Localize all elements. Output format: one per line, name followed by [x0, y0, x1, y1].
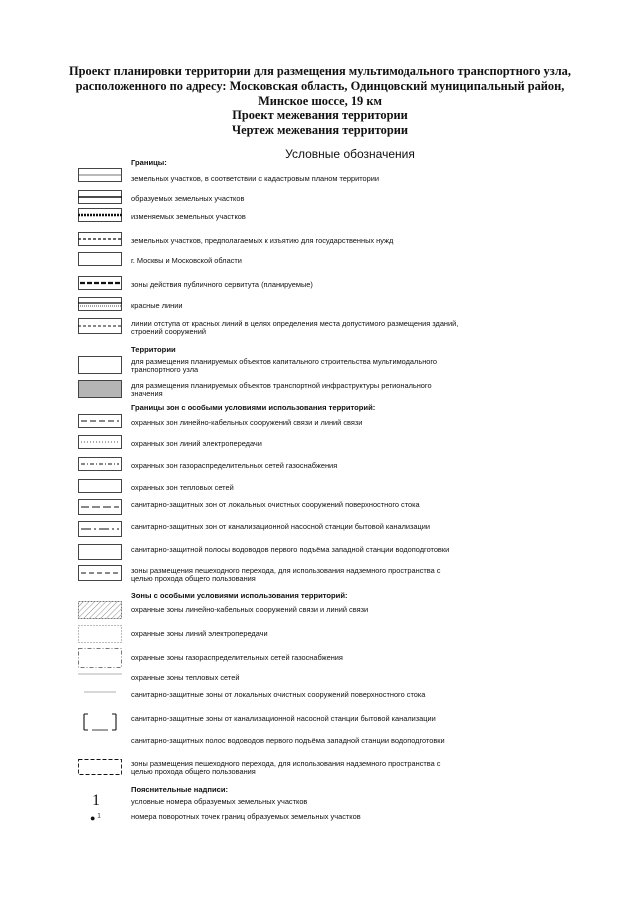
title-line-2: расположенного по адресу: Московская область, Одинцовский муниципальный район, — [75, 78, 565, 93]
swatch-mmtu-territory — [78, 356, 122, 374]
legend-label: зоны действия публичного сервитута (планируемые) — [131, 280, 313, 289]
swatch-z-water — [78, 736, 122, 750]
legend-label: номера поворотных точек границ образуемых земельных участков — [131, 812, 361, 821]
legend-label: земельных участков, предполагаемых к изъятию для государственных нужд — [131, 236, 394, 245]
swatch-setback — [78, 318, 122, 330]
legend-label: охранных зон линий электропередачи — [131, 439, 262, 448]
legend-title: Условные обозначения — [285, 147, 415, 161]
title-line-5: Чертеж межевания территории — [231, 123, 408, 138]
swatch-regional-transport — [78, 380, 122, 398]
legend-label: охранные зоны линий электропередачи — [131, 629, 268, 638]
swatch-zb-gas — [78, 457, 122, 469]
legend-label: условные номера образуемых земельных участков — [131, 797, 308, 806]
legend-label: для размещения планируемых объектов капитального строительства мультимодального транспортного узла — [131, 357, 438, 375]
swatch-z-heat — [78, 672, 122, 684]
legend-label: изменяемых земельных участков — [131, 212, 246, 221]
legend-label: санитарно-защитной полосы водоводов первого подъёма западной станции водоподготовки — [131, 545, 450, 554]
title-line-4: Проект межевания территории — [232, 108, 408, 123]
turning-point-number: 1 — [97, 813, 101, 820]
swatch-z-power — [78, 625, 122, 643]
swatch-red-lines — [78, 297, 122, 309]
swatch-zb-power — [78, 435, 122, 447]
legend-label: санитарно-защитные зоны от канализационной насосной станции бытовой канализации — [131, 714, 436, 723]
legend-label: земельных участков, в соответствии с кадастровым планом территории — [131, 174, 380, 183]
section-zone-borders: Границы зон с особыми условиями использования территорий: — [131, 403, 376, 412]
swatch-servitude — [78, 276, 122, 288]
turning-point-dot-icon: ● — [90, 813, 96, 823]
legend-label: санитарно-защитных зон от локальных очистных сооружений поверхностного стока — [131, 500, 420, 509]
legend-label: образуемых земельных участков — [131, 194, 245, 203]
swatch-z-sewage-pump — [78, 712, 122, 732]
title-line-3: Минское шоссе, 19 км — [258, 93, 382, 108]
swatch-moscow-region — [78, 252, 122, 264]
legend-label: охранных зон тепловых сетей — [131, 483, 234, 492]
swatch-z-gas — [78, 648, 122, 668]
legend-label: г. Москвы и Московской области — [131, 256, 242, 265]
legend-label: для размещения планируемых объектов транспортной инфраструктуры регионального значения — [131, 381, 432, 399]
swatch-z-storm-treatment — [78, 690, 122, 706]
swatch-zb-sewage-pump — [78, 521, 122, 537]
legend-label: охранные зоны линейно-кабельных сооружений связи и линий связи — [131, 605, 369, 614]
swatch-zb-water — [78, 544, 122, 560]
swatch-z-pedestrian — [78, 758, 122, 776]
turning-point-symbol — [90, 813, 101, 823]
legend-label: охранных зон линейно-кабельных сооружений связи и линий связи — [131, 418, 363, 427]
swatch-changed — [78, 208, 122, 220]
swatch-zb-pedestrian — [78, 565, 122, 581]
legend-label: санитарно-защитные зоны от локальных очистных сооружений поверхностного стока — [131, 690, 426, 699]
swatch-zb-heat — [78, 479, 122, 491]
legend-label: зоны размещения пешеходного перехода, для использования надземного пространства с целью прохода общего пользования — [131, 759, 441, 777]
section-borders: Границы: — [131, 158, 167, 167]
legend-label: санитарно-защитных зон от канализационной насосной станции бытовой канализации — [131, 522, 431, 531]
parcel-number-symbol: 1 — [92, 792, 100, 809]
section-zones: Зоны с особыми условиями использования территорий: — [131, 591, 348, 600]
legend-label: охранных зон газораспределительных сетей газоснабжения — [131, 461, 338, 470]
legend-label: охранные зоны тепловых сетей — [131, 673, 240, 682]
swatch-zb-storm-treatment — [78, 499, 122, 515]
swatch-withdrawal — [78, 232, 122, 244]
section-notes: Пояснительные надписи: — [131, 785, 229, 794]
legend-label: зоны размещения пешеходного перехода, для использования надземного пространства с целью прохода общего пользования — [131, 566, 441, 584]
swatch-zb-communications — [78, 414, 122, 426]
legend-label: линии отступа от красных линий в целях определения места допустимого размещения зданий, строений сооружений — [131, 319, 459, 337]
legend-label: красные линии — [131, 301, 183, 310]
swatch-cadastral — [78, 168, 122, 182]
legend-label: санитарно-защитных полос водоводов первого подъёма западной станции водоподготовки — [131, 736, 445, 745]
swatch-z-communications — [78, 601, 122, 619]
title-line-1: Проект планировки территории для размещения мультимодального транспортного узла, — [69, 64, 571, 78]
section-territories: Территории — [131, 345, 176, 354]
swatch-formed — [78, 190, 122, 202]
legend-label: охранные зоны газораспределительных сетей газоснабжения — [131, 653, 343, 662]
